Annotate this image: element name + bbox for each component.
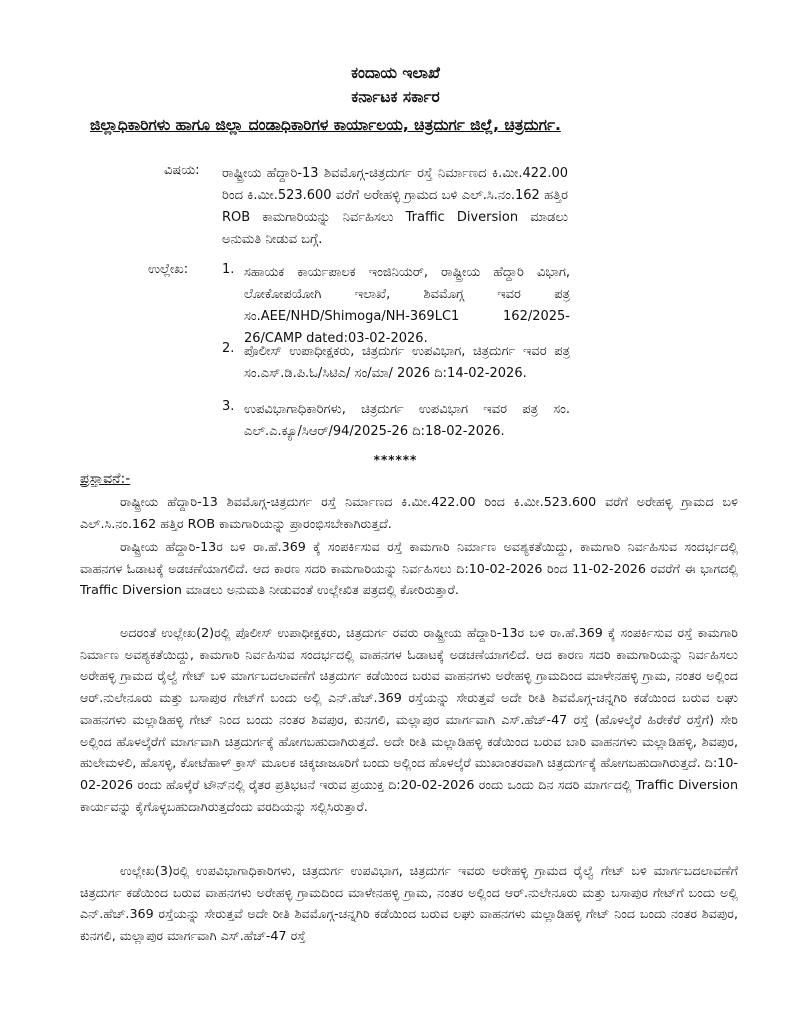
separator-stars: ****** xyxy=(373,453,418,467)
reference-number: 1. xyxy=(222,262,235,277)
preamble-paragraph: ರಾಷ್ಟ್ರೀಯ ಹೆದ್ದಾರಿ-13 ಶಿವಮೊಗ್ಗ-ಚಿತ್ರದುರ್ಗ ರಸ್ತೆ ನಿರ್ಮಾಣದ ಕಿ.ಮೀ.422.00 ರಿಂದ ಕಿ.ಮೀ.523.600 ವರೆಗೆ ಅರೇಹಳ್ಳಿ ಗ್ರಾಮದ ಬಳಿ ಎಲ್.ಸಿ.ನಂ.162 ಹತ್ತಿರ ROB ಕಾಮಗಾರಿಯನ್ನು ಪ್ರಾರಂಭಿಸಬೇಕಾಗಿರುತ್ತದೆ. xyxy=(80,494,738,531)
subject-label: ವಿಷಯ: xyxy=(164,163,200,178)
department-title: ಕಂದಾಯ ಇಲಾಖೆ xyxy=(351,64,440,82)
preamble-paragraph: ರಾಷ್ಟ್ರೀಯ ಹೆದ್ದಾರಿ-13ರ ಬಳಿ ರಾ.ಹೆ.369 ಕ್ಕೆ ಸಂಪರ್ಕಿಸುವ ರಸ್ತೆ ಕಾಮಗಾರಿ ನಿರ್ಮಾಣ ಅವಶ್ಯಕತೆಯಿದ್ದು, ಕಾಮಗಾರಿ ನಿರ್ವಹಿಸುವ ಸಂದರ್ಭದಲ್ಲಿ ವಾಹನಗಳ ಓಡಾಟಕ್ಕೆ ಅಡಚಣೆಯಾಗಲಿದೆ. ಆದ ಕಾರಣ ಸದರಿ ಕಾಮಗಾರಿಯನ್ನು ನಿರ್ವಹಿಸಲು ದಿ:10-02-2026 ರಿಂದ 11-02-2026 ರವರೆಗೆ ಈ ಭಾಗದಲ್ಲಿ Traffic Diversion ಮಾಡಲು ಅನುಮತಿ ನೀಡುವಂತೆ ಉಲ್ಲೇಖಿತ ಪತ್ರದಲ್ಲಿ ಕೋರಿರುತ್ತಾರೆ. xyxy=(80,539,738,598)
preamble-paragraph: ಅದರಂತೆ ಉಲ್ಲೇಖ(2)ರಲ್ಲಿ ಪೊಲೀಸ್ ಉಪಾಧೀಕ್ಷಕರು, ಚಿತ್ರದುರ್ಗ ರವರು ರಾಷ್ಟ್ರೀಯ ಹೆದ್ದಾರಿ-13ರ ಬಳಿ ರಾ.ಹೆ.369 ಕ್ಕೆ ಸಂಪರ್ಕಿಸುವ ರಸ್ತೆ ಕಾಮಗಾರಿ ನಿರ್ಮಾಣ ಅವಶ್ಯಕತೆಯಿದ್ದು, ಕಾಮಗಾರಿ ನಿರ್ವಹಿಸುವ ಸಂದರ್ಭದಲ್ಲಿ ವಾಹನಗಳ ಓಡಾಟಕ್ಕೆ ಅಡಚಣೆಯಾಗಲಿದೆ. ಆದ ಕಾರಣ ಸದರಿ ಕಾಮಗಾರಿಯನ್ನು ನಿರ್ವಹಿಸಲು ಅರೇಹಳ್ಳಿ ಗ್ರಾಮದ ರೈಲ್ವೆ ಗೇಟ್ ಬಳಿ ಮಾರ್ಗಬದಲಾವಣೆಗೆ ಚಿತ್ರದುರ್ಗ ಕಡೆಯಿಂದ ಬರುವ ವಾಹನಗಳು ಅರೇಹಳ್ಳಿ ಗ್ರಾಮದಿಂದ ಮಾಳೇನಹಳ್ಳಿ ಗ್ರಾಮ, ನಂತರ ಅಲ್ಲಿಂದ ಆರ್.ನುಲೇನೂರು ಮತ್ತು ಬಸಾಪುರ ಗೇಟ್‌ಗೆ ಬಂದು ಅಲ್ಲಿ ಎನ್.ಹೆಚ್.369 ರಸ್ತೆಯನ್ನು ಸೇರುತ್ತವೆ ಅದೇ ರೀತಿ ಶಿವಮೊಗ್ಗ-ಚನ್ನಗಿರಿ ಕಡೆಯಿಂದ ಬರುವ ಲಘು ವಾಹನಗಳು ಮಲ್ಲಾಡಿಹಳ್ಳಿ ಗೇಟ್ ನಿಂದ ಬಂದು ನಂತರ ಶಿವಪುರ, ಕುನಗಲಿ, ಮಲ್ಲಾಪುರ ಮಾರ್ಗವಾಗಿ ಎಸ್.ಹೆಚ್-47 ರಸ್ತೆ (ಹೊಳಲ್ಕೆರೆ ಹಿರೇಕೆರೆ ರಸ್ತೆಗೆ) ಸೇರಿ ಅಲ್ಲಿಂದ ಹೊಳಲ್ಕೆರೆಗೆ ಮಾರ್ಗವಾಗಿ ಚಿತ್ರದುರ್ಗಕ್ಕೆ ಹೋಗಬಹುದಾಗಿರುತ್ತದೆ. ಅದೇ ರೀತಿ ಮಲ್ಲಾಡಿಹಳ್ಳಿ ಕಡೆಯಿಂದ ಬರುವ ಬಾರಿ ವಾಹನಗಳು ಮಲ್ಲಾಡಿಹಳ್ಳಿ, ಶಿವಪುರ, ಹುಲೇಮಳಲಿ, ಹೊಸಳ್ಳಿ, ಕೋಟೆಹಾಳ್ ಕ್ರಾಸ್ ಮೂಲಕ ಚಿಕ್ಕಜಾಜೂರಿಗೆ ಬಂದು ಅಲ್ಲಿಂದ ಹೊಳಲ್ಕೆರೆ ಮುಖಾಂತರವಾಗಿ ಚಿತ್ರದುರ್ಗಕ್ಕೆ ಹೋಗಬಹುದಾಗಿರುತ್ತದೆ. ದಿ:10-02-2026 ರಂದು ಹೊಳ್ಕೆರೆ ಟೌನ್‌ನಲ್ಲಿ ರೈತರ ಪ್ರತಿಭಟನೆ ಇರುವ ಪ್ರಯುಕ್ತ ದಿ:20-02-2026 ರಂದು ಒಂದು ದಿನ ಸದರಿ ಮಾರ್ಗದಲ್ಲಿ Traffic Diversion ಕಾರ್ಯವನ್ನು ಕೈಗೊಳ್ಳಬಹುದಾಗಿರುತ್ತದೆಂದು ವರದಿಯನ್ನು ಸಲ್ಲಿಸಿರುತ್ತಾರೆ. xyxy=(80,625,738,814)
preamble-heading: ಪ್ರಸ್ತಾವನೆ:- xyxy=(80,471,131,487)
government-title: ಕರ್ನಾಟಕ ಸರ್ಕಾರ xyxy=(351,88,440,106)
office-title: ಜಿಲ್ಲಾಧಿಕಾರಿಗಳು ಹಾಗೂ ಜಿಲ್ಲಾ ದಂಡಾಧಿಕಾರಿಗಳ ಕಾರ್ಯಾಲಯ, ಚಿತ್ರದುರ್ಗ ಜಿಲ್ಲೆ, ಚಿತ್ರದುರ್ಗ. xyxy=(90,116,561,134)
reference-item: ಸಹಾಯಕ ಕಾರ್ಯಪಾಲಕ ಇಂಜಿನಿಯರ್, ರಾಷ್ಟ್ರೀಯ ಹೆದ್ದಾರಿ ವಿಭಾಗ, ಲೋಕೋಪಯೋಗಿ ಇಲಾಖೆ, ಶಿವಮೊಗ್ಗ ಇವರ ಪತ್ರ ಸಂ.AEE/NHD/Shimoga/NH-369LC1 162/2025-26/CAMP dated:03-02-2026. xyxy=(244,265,570,346)
reference-item: ಉಪವಿಭಾಗಾಧಿಕಾರಿಗಳು, ಚಿತ್ರದುರ್ಗ ಉಪವಿಭಾಗ ಇವರ ಪತ್ರ ಸಂ. ಎಲ್.ಎ.ಕ್ಯೂ/ಸಿಆರ್/94/2025-26 ದಿ:18-02-2026. xyxy=(244,402,570,439)
reference-number: 2. xyxy=(222,341,235,356)
subject-text: ರಾಷ್ಟ್ರೀಯ ಹೆದ್ದಾರಿ-13 ಶಿವಮೊಗ್ಗ-ಚಿತ್ರದುರ್ಗ ರಸ್ತೆ ನಿರ್ಮಾಣದ ಕಿ.ಮೀ.422.00 ರಿಂದ ಕಿ.ಮೀ.523.600 ವರೆಗೆ ಅರೇಹಳ್ಳಿ ಗ್ರಾಮದ ಬಳಿ ಎಲ್.ಸಿ.ನಂ.162 ಹತ್ತಿರ ROB ಕಾಮಗಾರಿಯನ್ನು ನಿರ್ವಹಿಸಲು Traffic Diversion ಮಾಡಲು ಅನುಮತಿ ನೀಡುವ ಬಗ್ಗೆ. xyxy=(222,166,568,247)
reference-item: ಪೊಲೀಸ್ ಉಪಾಧೀಕ್ಷಕರು, ಚಿತ್ರದುರ್ಗ ಉಪವಿಭಾಗ, ಚಿತ್ರದುರ್ಗ ಇವರ ಪತ್ರ ಸಂ.ಎಸ್.ಡಿ.ಪಿ.ಓ/ಸಿಟಿಎ/ ಸಂ/ಮಾ/ 2026 ದಿ:14-02-2026. xyxy=(244,344,570,381)
preamble-paragraph: ಉಲ್ಲೇಖ(3)ರಲ್ಲಿ ಉಪವಿಭಾಗಾಧಿಕಾರಿಗಳು, ಚಿತ್ರದುರ್ಗ ಉಪವಿಭಾಗ, ಚಿತ್ರದುರ್ಗ ಇವರು ಅರೇಹಳ್ಳಿ ಗ್ರಾಮದ ರೈಲ್ವೆ ಗೇಟ್ ಬಳಿ ಮಾರ್ಗಬದಲಾವಣೆಗೆ ಚಿತ್ರದುರ್ಗ ಕಡೆಯಿಂದ ಬರುವ ವಾಹನಗಳು ಅರೇಹಳ್ಳಿ ಗ್ರಾಮದಿಂದ ಮಾಳೇನಹಳ್ಳಿ ಗ್ರಾಮ, ನಂತರ ಅಲ್ಲಿಂದ ಆರ್.ನುಲೇನೂರು ಮತ್ತು ಬಸಾಪುರ ಗೇಟ್‌ಗೆ ಬಂದು ಅಲ್ಲಿ ಎನ್.ಹೆಚ್.369 ರಸ್ತೆಯನ್ನು ಸೇರುತ್ತವೆ ಅದೇ ರೀತಿ ಶಿವಮೊಗ್ಗ-ಚನ್ನಗಿರಿ ಕಡೆಯಿಂದ ಬರುವ ಲಘು ವಾಹನಗಳು ಮಲ್ಲಾಡಿಹಳ್ಳಿ ಗೇಟ್ ನಿಂದ ಬಂದು ನಂತರ ಶಿವಪುರ, ಕುನಗಲಿ, ಮಲ್ಲಾಪುರ ಮಾರ್ಗವಾಗಿ ಎಸ್.ಹೆಚ್-47 ರಸ್ತೆ xyxy=(80,863,738,944)
reference-label: ಉಲ್ಲೇಖ: xyxy=(148,262,189,277)
reference-number: 3. xyxy=(222,399,235,414)
